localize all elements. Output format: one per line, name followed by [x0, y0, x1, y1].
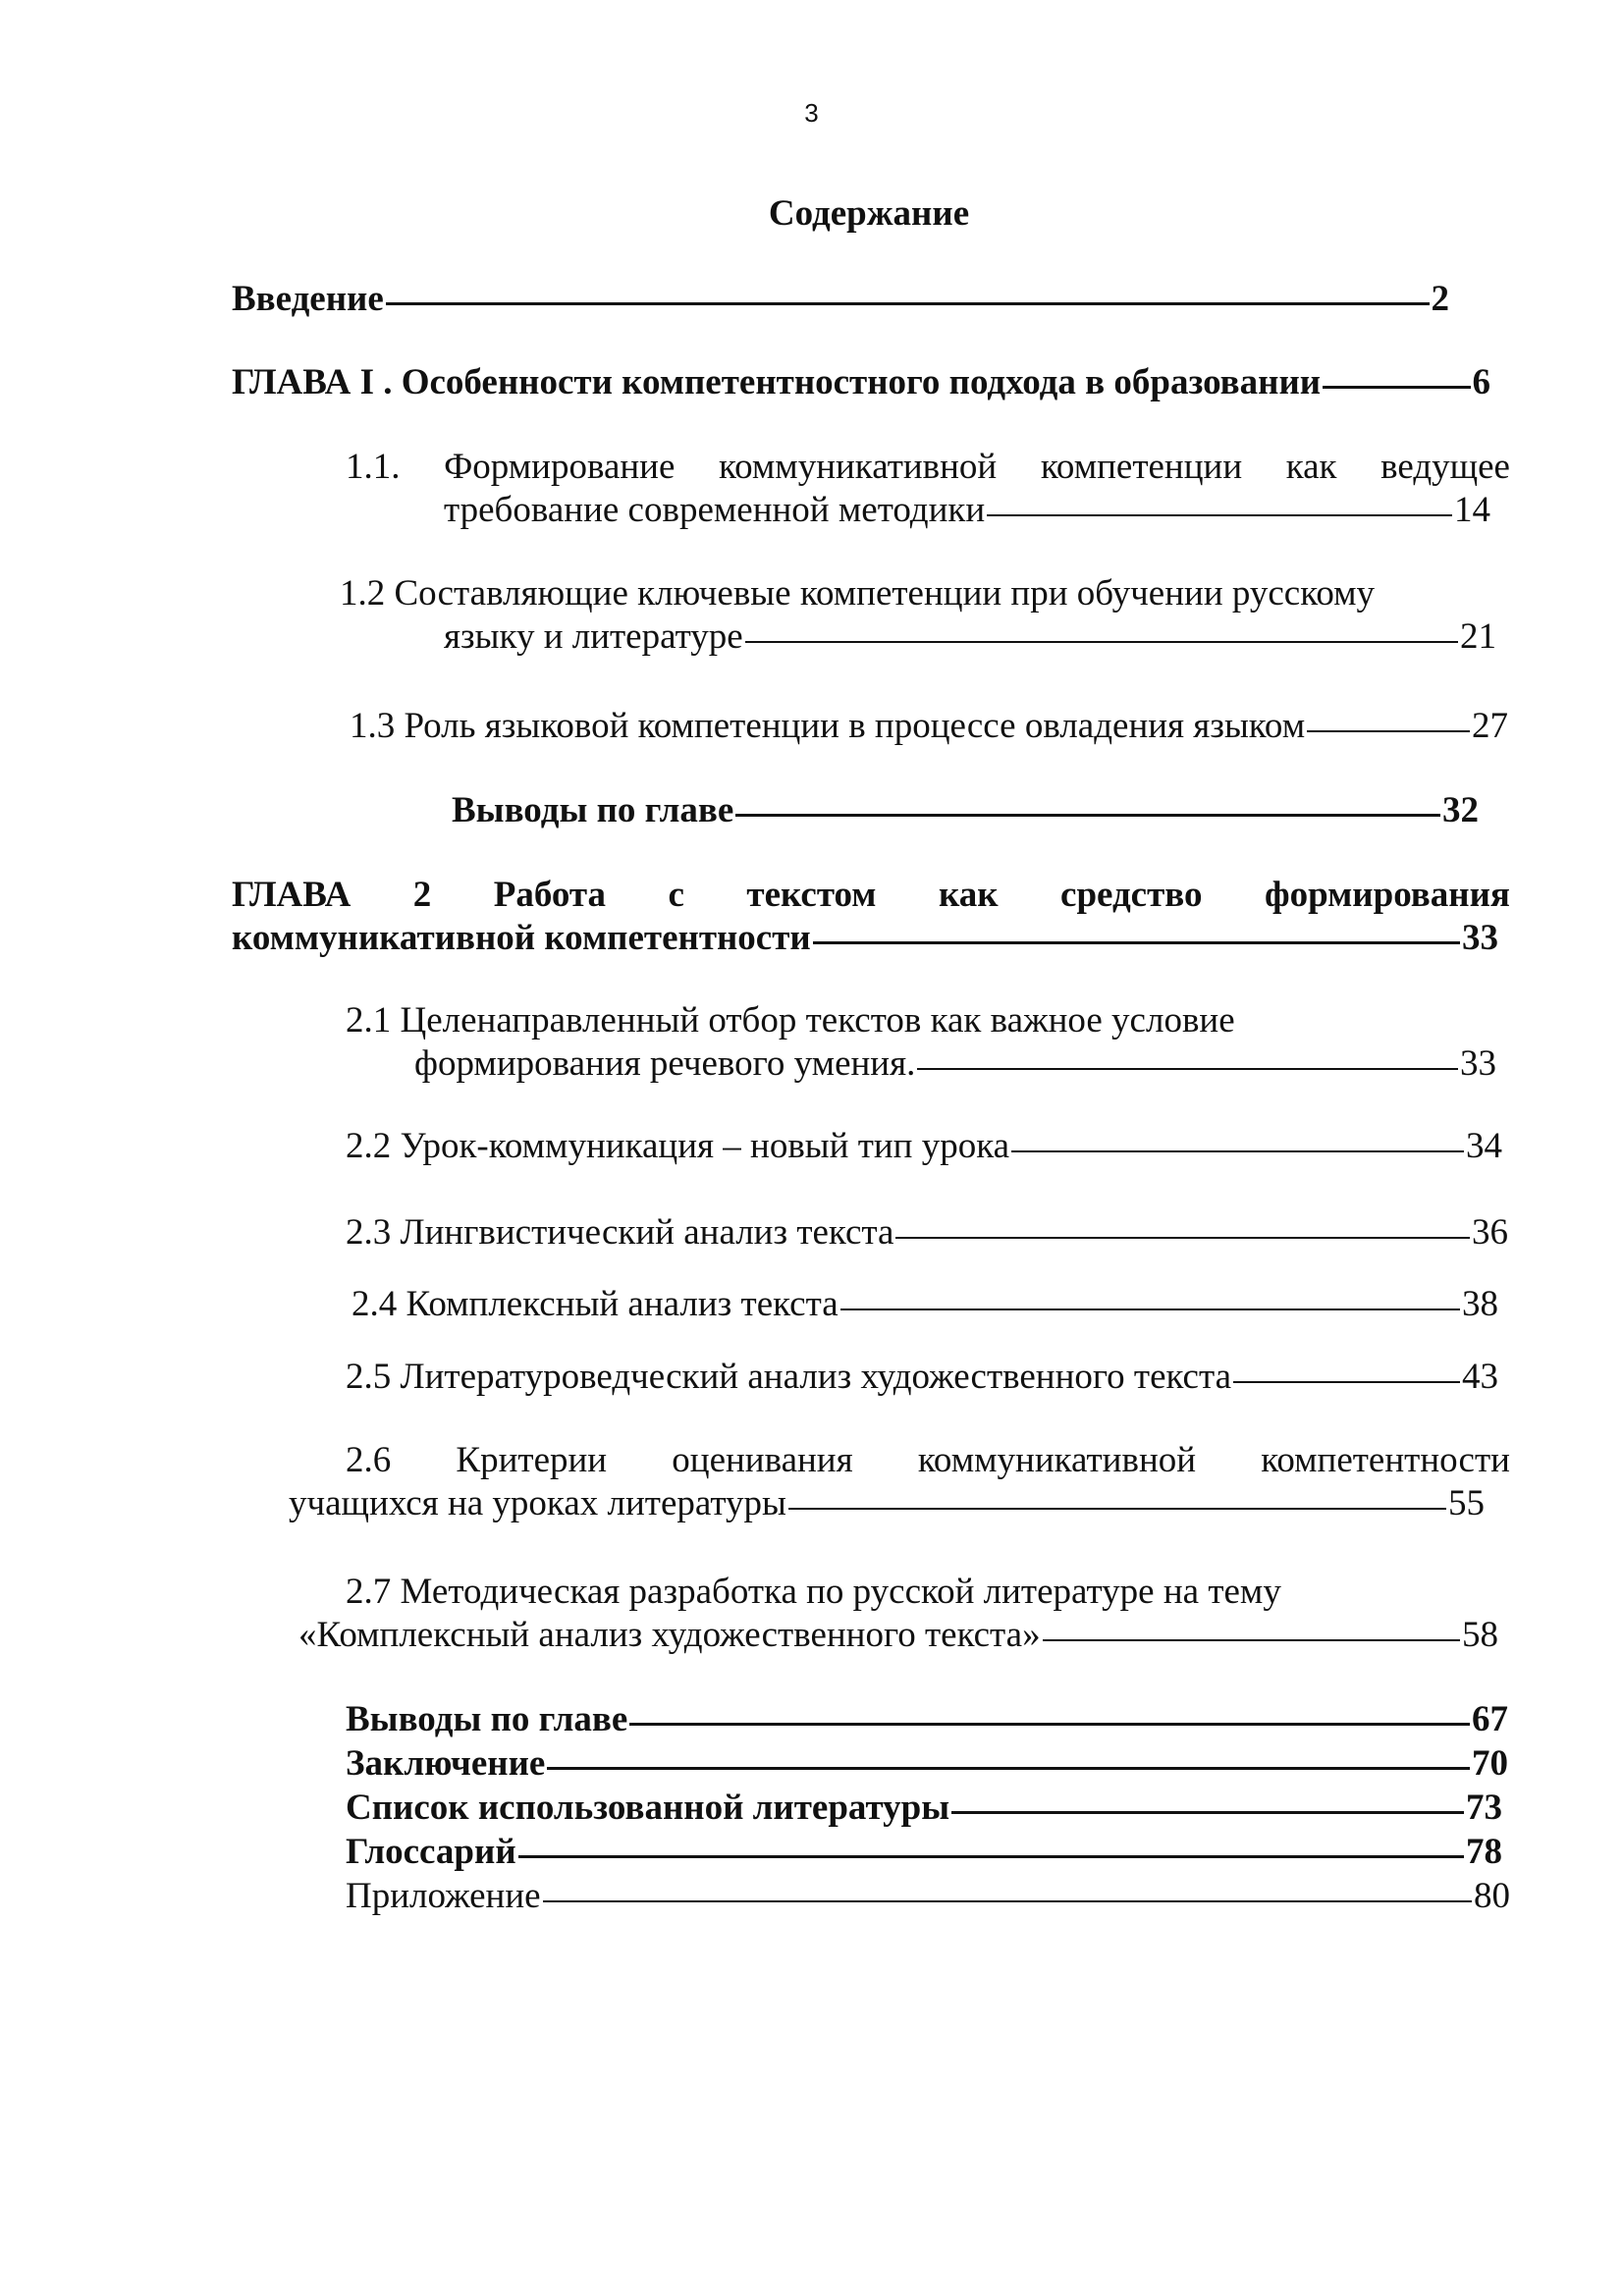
word: формирования: [1264, 875, 1510, 915]
toc-entry-label: 2.1 Целенаправленный отбор текстов как важное условие: [346, 1000, 1235, 1041]
toc-entry-references[interactable]: [346, 1787, 1502, 1830]
leader-line: [813, 941, 1460, 944]
toc-entry-page: 32: [1442, 790, 1479, 830]
leader-line: [895, 1237, 1470, 1239]
toc-entry-page: 43: [1462, 1357, 1498, 1397]
leader-line: [1043, 1639, 1460, 1641]
toc-entry-page: 70: [1472, 1743, 1508, 1784]
toc-entry-label: Приложение: [346, 1876, 541, 1916]
toc-entry-label: 2.2 Урок-коммуникация – новый тип урока: [346, 1126, 1010, 1166]
word: компетентности: [1261, 1440, 1510, 1480]
toc-entry-2-4[interactable]: [352, 1283, 1498, 1326]
toc-entry-page: 2: [1431, 279, 1449, 319]
toc-entry-page: 14: [1454, 490, 1490, 530]
word: оценивания: [672, 1440, 853, 1480]
page-number: 3: [804, 98, 819, 128]
toc-entry-label: Введение: [232, 279, 384, 319]
toc-entry-conclusion-1[interactable]: [452, 789, 1479, 832]
toc-entry-label: требование современной методики: [444, 490, 986, 530]
word: средство: [1060, 875, 1203, 915]
toc-entry-label: 2.3 Лингвистический анализ текста: [346, 1212, 894, 1253]
leader-line: [987, 514, 1452, 516]
word: 2: [412, 875, 432, 915]
toc-entry-label: «Комплексный анализ художественного текста»: [298, 1615, 1041, 1655]
toc-entry-page: 33: [1462, 918, 1498, 958]
word: Работа: [493, 875, 607, 915]
toc-entry-chapter-2-line2[interactable]: [232, 917, 1498, 960]
word: Критерии: [456, 1440, 608, 1480]
leader-line: [1307, 730, 1470, 732]
toc-entry-label: 1.2 Составляющие ключевые компетенции при обучении русскому: [340, 573, 1376, 614]
word: с: [668, 875, 684, 915]
toc-entry-2-5[interactable]: [346, 1356, 1498, 1399]
toc-entry-1-2-line1[interactable]: [340, 572, 1375, 615]
toc-entry-1-2-line2[interactable]: [444, 615, 1496, 659]
toc-entry-2-6-line1[interactable]: [346, 1439, 1510, 1482]
word: ГЛАВА: [232, 875, 352, 915]
word: 1.1.: [346, 447, 401, 487]
toc-entry-page: 21: [1460, 616, 1496, 657]
toc-entry-page: 80: [1474, 1876, 1510, 1916]
toc-entry-2-1-line2[interactable]: [414, 1042, 1496, 1086]
leader-line: [1011, 1150, 1464, 1152]
toc-entry-page: 36: [1472, 1212, 1508, 1253]
word: компетенции: [1040, 447, 1243, 487]
word: как: [1285, 447, 1337, 487]
toc-entry-page: 55: [1448, 1483, 1485, 1523]
leader-line: [1323, 386, 1470, 389]
leader-line: [629, 1723, 1470, 1726]
toc-entry-page: 38: [1462, 1284, 1498, 1324]
toc-entry-label: языку и литературе: [444, 616, 743, 657]
toc-entry-1-3[interactable]: [350, 705, 1508, 748]
word: коммуникативной: [917, 1440, 1197, 1480]
toc-entry-label: коммуникативной компетентности: [232, 918, 811, 958]
toc-entry-page: 58: [1462, 1615, 1498, 1655]
toc-entry-label: Глоссарий: [346, 1832, 516, 1872]
toc-entry-label: ГЛАВА I . Особенности компетентностного подхода в образовании: [232, 362, 1322, 402]
toc-entry-2-7-line2[interactable]: [298, 1614, 1498, 1657]
word: 2.6: [346, 1440, 392, 1480]
toc-entry-page: 27: [1472, 706, 1508, 746]
toc-entry-label: Выводы по главе: [452, 790, 734, 830]
leader-line: [735, 814, 1440, 817]
leader-line: [543, 1900, 1472, 1902]
leader-line: [788, 1508, 1446, 1510]
toc-entry-page: 6: [1472, 362, 1490, 402]
toc-entry-label: Заключение: [346, 1743, 546, 1784]
toc-entry-2-3[interactable]: [346, 1211, 1508, 1255]
toc-entry-2-6-line2[interactable]: [289, 1482, 1485, 1525]
toc-entry-label: формирования речевого умения.: [414, 1043, 916, 1084]
toc-entry-page: 34: [1466, 1126, 1502, 1166]
toc-entry-chapter-2-line1[interactable]: [232, 874, 1510, 917]
toc-entry-page: 67: [1472, 1699, 1508, 1739]
toc-entry-1-1-line1[interactable]: [346, 446, 1510, 489]
leader-line: [840, 1308, 1460, 1310]
toc-entry-1-1-line2[interactable]: [444, 489, 1490, 532]
toc-entry-label: 2.7 Методическая разработка по русской литературе на тему: [346, 1572, 1281, 1612]
toc-entry-page: 73: [1466, 1788, 1502, 1828]
leader-line: [547, 1767, 1470, 1770]
toc-entry-label: 2.4 Комплексный анализ текста: [352, 1284, 839, 1324]
toc-entry-final[interactable]: [346, 1742, 1508, 1786]
toc-entry-label: 2.5 Литературоведческий анализ художественного текста: [346, 1357, 1232, 1397]
word: коммуникативной: [718, 447, 998, 487]
toc-entry-2-7-line1[interactable]: [346, 1571, 1281, 1614]
toc-entry-conclusion-2[interactable]: [346, 1698, 1508, 1741]
toc-entry-label: Выводы по главе: [346, 1699, 628, 1739]
leader-line: [917, 1068, 1458, 1070]
leader-line: [386, 302, 1430, 305]
toc-entry-chapter-1[interactable]: [232, 361, 1490, 404]
toc-entry-2-2[interactable]: [346, 1125, 1502, 1168]
toc-entry-label: 1.3 Роль языковой компетенции в процессе овладения языком: [350, 706, 1306, 746]
word: текстом: [746, 875, 877, 915]
toc-entry-label: Список использованной литературы: [346, 1788, 950, 1828]
leader-line: [1233, 1381, 1460, 1383]
toc-entry-appendix[interactable]: [346, 1875, 1510, 1918]
toc-entry-2-1-line1[interactable]: [346, 999, 1235, 1042]
word: ведущее: [1380, 447, 1510, 487]
toc-entry-intro[interactable]: [232, 278, 1449, 321]
toc-entry-page: 78: [1466, 1832, 1502, 1872]
toc-entry-label: учащихся на уроках литературы: [289, 1483, 786, 1523]
leader-line: [518, 1855, 1464, 1858]
word: Формирование: [444, 447, 676, 487]
leader-line: [745, 641, 1458, 643]
toc-title: Содержание: [768, 193, 970, 234]
toc-entry-glossary[interactable]: [346, 1831, 1502, 1874]
leader-line: [951, 1811, 1464, 1814]
word: как: [938, 875, 999, 915]
toc-entry-page: 33: [1460, 1043, 1496, 1084]
